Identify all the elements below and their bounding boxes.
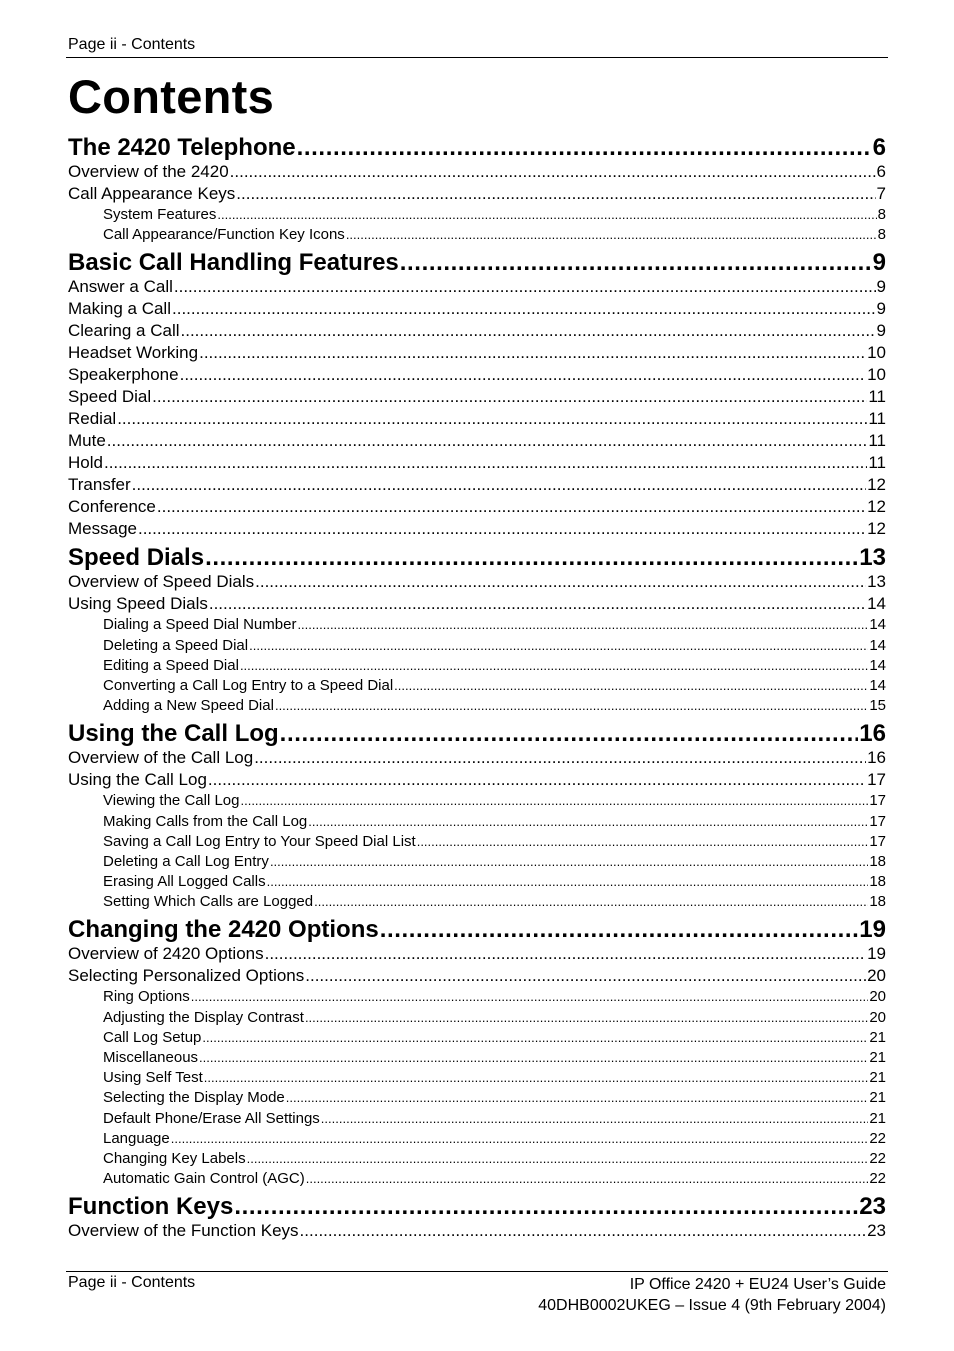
toc-entry-label: Selecting Personalized Options bbox=[68, 966, 305, 986]
page-title: Contents bbox=[68, 70, 275, 123]
toc-dot-leader bbox=[265, 943, 866, 965]
toc-subsection-entry[interactable] bbox=[68, 791, 886, 811]
toc-page-number: 19 bbox=[859, 917, 886, 944]
toc-section-entry[interactable] bbox=[68, 342, 886, 364]
toc-page-number: 8 bbox=[877, 206, 886, 223]
toc-subsection-entry[interactable] bbox=[68, 987, 886, 1007]
toc-section-entry[interactable] bbox=[68, 452, 886, 474]
toc-dot-leader bbox=[205, 545, 858, 571]
toc-page-number: 20 bbox=[869, 1008, 886, 1026]
toc-page-number: 12 bbox=[867, 519, 886, 539]
toc-page-number: 12 bbox=[867, 475, 886, 495]
toc-subsection-entry[interactable] bbox=[68, 852, 886, 872]
toc-page-number: 21 bbox=[869, 1089, 886, 1107]
toc-dot-leader bbox=[314, 892, 868, 912]
toc-entry-label: Speed Dials bbox=[68, 545, 205, 572]
toc-section-entry[interactable] bbox=[68, 386, 886, 408]
toc-page-number: 13 bbox=[867, 572, 886, 592]
toc-entry-label: Dialing a Speed Dial Number bbox=[103, 616, 297, 634]
toc-entry-label: Conference bbox=[68, 497, 156, 517]
toc-subsection-entry[interactable] bbox=[68, 812, 886, 832]
toc-page-number: 15 bbox=[869, 697, 886, 715]
toc-dot-leader bbox=[180, 364, 866, 386]
toc-dot-leader bbox=[230, 161, 876, 183]
toc-entry-label: Basic Call Handling Features bbox=[68, 250, 399, 277]
toc-page-number: 18 bbox=[869, 852, 886, 870]
toc-page-number: 17 bbox=[867, 770, 886, 790]
toc-page-number: 17 bbox=[869, 832, 886, 850]
toc-section-entry[interactable] bbox=[68, 518, 886, 540]
toc-entry-label: Using Self Test bbox=[103, 1069, 203, 1087]
toc-dot-leader bbox=[217, 205, 876, 225]
toc-entry-label: Adjusting the Display Contrast bbox=[103, 1008, 304, 1026]
toc-entry-label: System Features bbox=[103, 206, 217, 223]
toc-subsection-entry[interactable] bbox=[68, 1169, 886, 1189]
toc-subsection-entry[interactable] bbox=[68, 636, 886, 656]
toc-dot-leader bbox=[297, 615, 868, 635]
toc-page-number: 21 bbox=[869, 1049, 886, 1066]
toc-dot-leader bbox=[275, 696, 868, 716]
toc-dot-leader bbox=[174, 276, 876, 298]
toc-dot-leader bbox=[208, 769, 866, 791]
toc-subsection-entry[interactable] bbox=[68, 1088, 886, 1108]
footer-issue-info: 40DHB0002UKEG – Issue 4 (9th February 2004) bbox=[538, 1297, 886, 1314]
toc-page-number: 22 bbox=[869, 1129, 886, 1147]
toc-page-number: 6 bbox=[876, 162, 886, 181]
toc-page-number: 18 bbox=[869, 873, 886, 891]
toc-page-number: 14 bbox=[869, 676, 886, 694]
toc-section-entry[interactable] bbox=[68, 496, 886, 518]
toc-dot-leader bbox=[300, 1220, 867, 1242]
toc-entry-label: Headset Working bbox=[68, 343, 199, 363]
toc-dot-leader bbox=[297, 135, 872, 161]
toc-page-number: 22 bbox=[869, 1170, 886, 1188]
toc-page-number: 19 bbox=[867, 944, 886, 964]
toc-page-number: 11 bbox=[868, 453, 886, 473]
toc-section-entry[interactable] bbox=[68, 571, 886, 593]
toc-page-number: 13 bbox=[859, 545, 886, 572]
toc-page-number: 21 bbox=[869, 1028, 886, 1046]
toc-subsection-entry[interactable] bbox=[68, 1109, 886, 1129]
toc-dot-leader bbox=[117, 408, 867, 430]
toc-section-entry[interactable] bbox=[68, 943, 886, 965]
toc-dot-leader bbox=[240, 791, 868, 811]
toc-dot-leader bbox=[107, 430, 868, 452]
toc-dot-leader bbox=[286, 1088, 869, 1108]
toc-entry-label: Call Log Setup bbox=[103, 1028, 202, 1046]
toc-entry-label: Call Appearance Keys bbox=[68, 184, 236, 203]
toc-entry-label: The 2420 Telephone bbox=[68, 135, 296, 161]
toc-page-number: 17 bbox=[869, 812, 886, 830]
toc-section-entry[interactable] bbox=[68, 276, 886, 298]
toc-subsection-entry[interactable] bbox=[68, 1028, 886, 1048]
toc-chapter-entry[interactable] bbox=[68, 250, 886, 276]
toc-subsection-entry[interactable] bbox=[68, 676, 886, 696]
toc-entry-label: Making a Call bbox=[68, 299, 171, 319]
toc-entry-label: Changing the 2420 Options bbox=[68, 917, 379, 944]
toc-chapter-entry[interactable] bbox=[68, 1194, 886, 1220]
toc-entry-label: Hold bbox=[68, 453, 103, 473]
toc-entry-label: Erasing All Logged Calls bbox=[103, 873, 266, 891]
toc-dot-leader bbox=[199, 342, 866, 364]
footer-guide-title: IP Office 2420 + EU24 User’s Guide bbox=[629, 1276, 886, 1293]
toc-section-entry[interactable] bbox=[68, 408, 886, 430]
table-of-contents bbox=[68, 130, 886, 1242]
toc-dot-leader bbox=[249, 636, 868, 656]
toc-page-number: 11 bbox=[868, 387, 886, 407]
toc-dot-leader bbox=[280, 721, 859, 747]
toc-dot-leader bbox=[270, 852, 868, 872]
toc-page-number: 7 bbox=[876, 184, 886, 203]
toc-subsection-entry[interactable] bbox=[68, 1048, 886, 1068]
toc-dot-leader bbox=[346, 225, 877, 245]
toc-page-number: 9 bbox=[876, 321, 886, 341]
toc-entry-label: Call Appearance/Function Key Icons bbox=[103, 226, 345, 244]
toc-page-number: 20 bbox=[869, 988, 886, 1006]
toc-section-entry[interactable] bbox=[68, 769, 886, 791]
toc-subsection-entry[interactable] bbox=[68, 205, 886, 225]
toc-dot-leader bbox=[247, 1149, 869, 1169]
toc-dot-leader bbox=[104, 452, 867, 474]
toc-page-number: 11 bbox=[868, 409, 886, 429]
toc-dot-leader bbox=[267, 872, 869, 892]
toc-page-number: 20 bbox=[867, 966, 886, 986]
toc-subsection-entry[interactable] bbox=[68, 225, 886, 245]
toc-dot-leader bbox=[191, 987, 869, 1007]
toc-entry-label: Clearing a Call bbox=[68, 321, 180, 341]
toc-entry-label: Speakerphone bbox=[68, 365, 179, 385]
toc-entry-label: Overview of the Function Keys bbox=[68, 1221, 299, 1241]
toc-entry-label: Default Phone/Erase All Settings bbox=[103, 1109, 320, 1127]
toc-dot-leader bbox=[181, 320, 876, 342]
toc-subsection-entry[interactable] bbox=[68, 872, 886, 892]
toc-subsection-entry[interactable] bbox=[68, 1068, 886, 1088]
toc-dot-leader bbox=[305, 965, 866, 987]
toc-dot-leader bbox=[305, 1008, 868, 1028]
toc-entry-label: Adding a New Speed Dial bbox=[103, 697, 274, 715]
toc-section-entry[interactable] bbox=[68, 593, 886, 615]
toc-page-number: 14 bbox=[869, 636, 886, 654]
toc-entry-label: Answer a Call bbox=[68, 277, 173, 297]
toc-page-number: 14 bbox=[869, 656, 886, 674]
toc-entry-label: Transfer bbox=[68, 475, 131, 495]
toc-dot-leader bbox=[204, 1068, 869, 1088]
toc-page-number: 10 bbox=[867, 365, 886, 385]
toc-entry-label: Deleting a Call Log Entry bbox=[103, 852, 269, 870]
toc-dot-leader bbox=[240, 656, 868, 676]
toc-dot-leader bbox=[172, 298, 876, 320]
toc-subsection-entry[interactable] bbox=[68, 832, 886, 852]
header-divider bbox=[66, 57, 888, 58]
toc-section-entry[interactable] bbox=[68, 161, 886, 183]
toc-entry-label: Overview of Speed Dials bbox=[68, 572, 255, 592]
toc-subsection-entry[interactable] bbox=[68, 615, 886, 635]
toc-subsection-entry[interactable] bbox=[68, 656, 886, 676]
toc-entry-label: Ring Options bbox=[103, 988, 190, 1006]
toc-entry-label: Selecting the Display Mode bbox=[103, 1089, 285, 1107]
toc-dot-leader bbox=[199, 1048, 868, 1068]
toc-section-entry[interactable] bbox=[68, 364, 886, 386]
toc-entry-label: Setting Which Calls are Logged bbox=[103, 893, 314, 911]
toc-section-entry[interactable] bbox=[68, 474, 886, 496]
toc-subsection-entry[interactable] bbox=[68, 1008, 886, 1028]
toc-section-entry[interactable] bbox=[68, 1220, 886, 1242]
toc-dot-leader bbox=[400, 250, 872, 276]
toc-section-entry[interactable] bbox=[68, 183, 886, 205]
toc-entry-label: Redial bbox=[68, 409, 117, 429]
toc-page-number: 14 bbox=[867, 594, 886, 614]
toc-section-entry[interactable] bbox=[68, 298, 886, 320]
toc-page-number: 8 bbox=[877, 226, 886, 244]
toc-dot-leader bbox=[171, 1129, 869, 1149]
toc-entry-label: Automatic Gain Control (AGC) bbox=[103, 1170, 305, 1188]
toc-dot-leader bbox=[236, 183, 875, 205]
toc-entry-label: Overview of 2420 Options bbox=[68, 944, 264, 964]
toc-section-entry[interactable] bbox=[68, 965, 886, 987]
toc-entry-label: Making Calls from the Call Log bbox=[103, 812, 308, 830]
toc-dot-leader bbox=[321, 1109, 869, 1129]
toc-dot-leader bbox=[308, 812, 868, 832]
toc-entry-label: Mute bbox=[68, 431, 106, 451]
footer-document-info bbox=[538, 1274, 886, 1316]
toc-dot-leader bbox=[394, 676, 868, 696]
toc-page-number: 23 bbox=[859, 1194, 886, 1221]
toc-entry-label: Overview of the 2420 bbox=[68, 162, 229, 181]
toc-chapter-entry[interactable] bbox=[68, 721, 886, 747]
toc-entry-label: Using the Call Log bbox=[68, 721, 279, 748]
toc-entry-label: Language bbox=[103, 1129, 170, 1147]
toc-page-number: 16 bbox=[867, 748, 886, 768]
toc-entry-label: Overview of the Call Log bbox=[68, 748, 254, 768]
toc-page-number: 18 bbox=[869, 893, 886, 911]
toc-chapter-entry[interactable] bbox=[68, 917, 886, 943]
toc-page-number: 16 bbox=[859, 721, 886, 748]
toc-entry-label: Editing a Speed Dial bbox=[103, 656, 239, 674]
toc-dot-leader bbox=[234, 1194, 858, 1220]
toc-page-number: 6 bbox=[872, 135, 886, 161]
toc-entry-label: Speed Dial bbox=[68, 387, 152, 407]
running-header: Page ii - Contents bbox=[68, 36, 196, 53]
toc-page-number: 9 bbox=[876, 277, 886, 297]
toc-dot-leader bbox=[306, 1169, 869, 1189]
toc-section-entry[interactable] bbox=[68, 320, 886, 342]
toc-dot-leader bbox=[380, 917, 859, 943]
toc-page-number: 21 bbox=[869, 1069, 886, 1087]
toc-subsection-entry[interactable] bbox=[68, 696, 886, 716]
toc-entry-label: Using the Call Log bbox=[68, 770, 207, 790]
toc-dot-leader bbox=[152, 386, 867, 408]
toc-entry-label: Using Speed Dials bbox=[68, 594, 208, 614]
toc-dot-leader bbox=[255, 571, 866, 593]
toc-entry-label: Message bbox=[68, 519, 137, 539]
toc-dot-leader bbox=[209, 593, 866, 615]
toc-page-number: 17 bbox=[869, 792, 886, 810]
toc-page-number: 9 bbox=[872, 250, 886, 277]
toc-entry-label: Saving a Call Log Entry to Your Speed Dial List bbox=[103, 832, 416, 850]
toc-chapter-entry[interactable] bbox=[68, 545, 886, 571]
toc-page-number: 11 bbox=[868, 431, 886, 451]
toc-page-number: 12 bbox=[867, 497, 886, 517]
toc-page-number: 21 bbox=[869, 1109, 886, 1127]
toc-entry-label: Converting a Call Log Entry to a Speed Dial bbox=[103, 676, 394, 694]
toc-section-entry[interactable] bbox=[68, 430, 886, 452]
toc-page-number: 9 bbox=[876, 299, 886, 319]
toc-page-number: 22 bbox=[869, 1149, 886, 1167]
toc-entry-label: Changing Key Labels bbox=[103, 1149, 246, 1167]
toc-dot-leader bbox=[157, 496, 866, 518]
toc-section-entry[interactable] bbox=[68, 747, 886, 769]
toc-entry-label: Viewing the Call Log bbox=[103, 792, 240, 810]
toc-subsection-entry[interactable] bbox=[68, 892, 886, 912]
toc-dot-leader bbox=[254, 747, 866, 769]
toc-subsection-entry[interactable] bbox=[68, 1129, 886, 1149]
toc-page-number: 10 bbox=[867, 343, 886, 363]
toc-dot-leader bbox=[132, 474, 866, 496]
footer-divider bbox=[66, 1271, 888, 1272]
footer-running-head: Page ii - Contents bbox=[68, 1274, 196, 1291]
toc-dot-leader bbox=[202, 1028, 868, 1048]
toc-chapter-entry[interactable] bbox=[68, 135, 886, 161]
toc-page-number: 14 bbox=[869, 616, 886, 634]
toc-page-number: 23 bbox=[867, 1221, 886, 1241]
toc-entry-label: Function Keys bbox=[68, 1194, 234, 1221]
toc-dot-leader bbox=[138, 518, 866, 540]
toc-subsection-entry[interactable] bbox=[68, 1149, 886, 1169]
toc-entry-label: Deleting a Speed Dial bbox=[103, 636, 249, 654]
toc-entry-label: Miscellaneous bbox=[103, 1049, 199, 1066]
toc-dot-leader bbox=[417, 832, 869, 852]
